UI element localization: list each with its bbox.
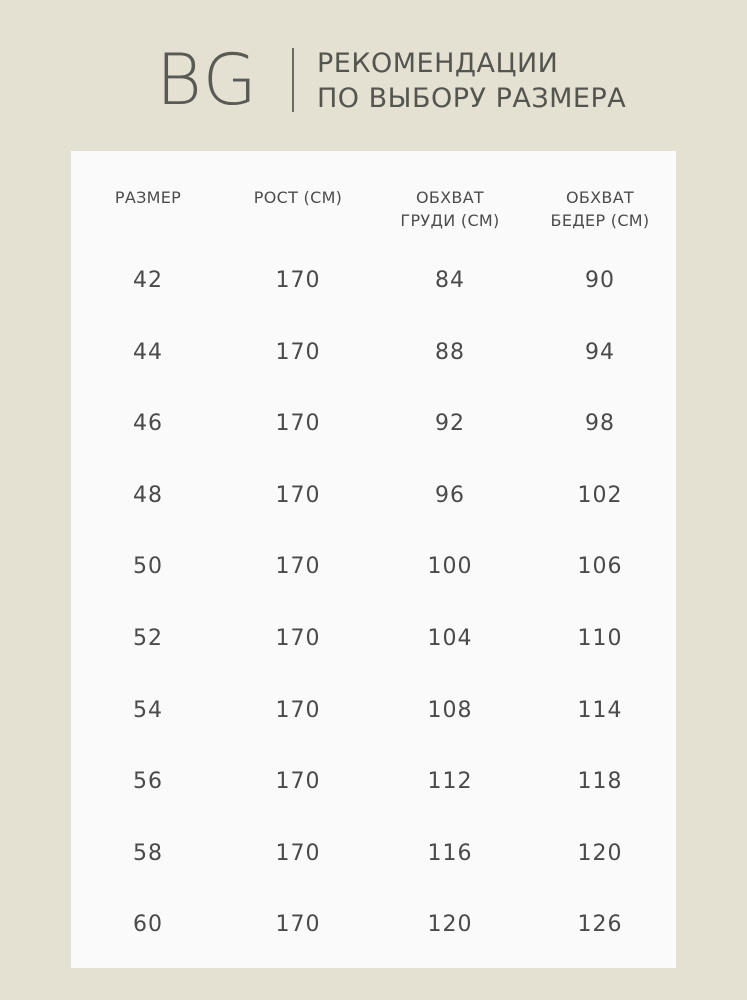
column-header-height-line1: РОСТ (СМ): [253, 188, 343, 207]
brand-logo: BG: [156, 39, 259, 121]
table-cell-height: 170: [275, 841, 321, 866]
table-cell-hips: 106: [577, 554, 623, 579]
table-cell-chest: 112: [427, 769, 473, 794]
table-cell-height: 170: [275, 554, 321, 579]
table-cell-height: 170: [275, 340, 321, 365]
table-cell-height: 170: [275, 268, 321, 293]
table-cell-height: 170: [275, 912, 321, 937]
title-line-1: РЕКОМЕНДАЦИИ: [317, 48, 559, 79]
table-cell-size: 52: [133, 626, 163, 651]
table-cell-height: 170: [275, 483, 321, 508]
table-cell-hips: 114: [577, 698, 623, 723]
table-cell-size: 58: [133, 841, 163, 866]
table-cell-size: 44: [133, 340, 163, 365]
table-cell-size: 46: [133, 411, 163, 436]
column-header-hips-line2: БЕДЕР (СМ): [550, 211, 650, 230]
column-header-chest-line2: ГРУДИ (СМ): [400, 211, 500, 230]
table-cell-size: 54: [133, 698, 163, 723]
column-header-hips: [535, 186, 665, 232]
table-cell-hips: 118: [577, 769, 623, 794]
table-cell-chest: 92: [435, 411, 465, 436]
column-header-chest: [385, 186, 515, 232]
table-cell-chest: 84: [435, 268, 465, 293]
column-header-size-line1: РАЗМЕР: [114, 188, 182, 207]
header-divider: [292, 48, 294, 112]
column-header-chest-line1: ОБХВАТ: [415, 188, 485, 207]
table-cell-size: 48: [133, 483, 163, 508]
page-title: [317, 46, 626, 116]
table-cell-size: 42: [133, 268, 163, 293]
table-cell-chest: 108: [427, 698, 473, 723]
table-cell-hips: 90: [585, 268, 615, 293]
table-cell-hips: 98: [585, 411, 615, 436]
table-cell-height: 170: [275, 769, 321, 794]
table-cell-hips: 126: [577, 912, 623, 937]
table-cell-height: 170: [275, 626, 321, 651]
column-header-hips-line1: ОБХВАТ: [565, 188, 635, 207]
table-cell-hips: 94: [585, 340, 615, 365]
table-cell-chest: 120: [427, 912, 473, 937]
table-cell-size: 60: [133, 912, 163, 937]
table-cell-height: 170: [275, 411, 321, 436]
table-cell-hips: 110: [577, 626, 623, 651]
table-cell-size: 56: [133, 769, 163, 794]
title-line-2: ПО ВЫБОРУ РАЗМЕРА: [317, 83, 627, 114]
table-cell-chest: 116: [427, 841, 473, 866]
column-header-height: [233, 186, 363, 209]
page-header: [0, 40, 747, 120]
table-cell-chest: 96: [435, 483, 465, 508]
table-cell-size: 50: [133, 554, 163, 579]
column-header-size: [83, 186, 213, 209]
table-cell-chest: 88: [435, 340, 465, 365]
size-table: [71, 151, 676, 968]
table-cell-height: 170: [275, 698, 321, 723]
table-cell-hips: 120: [577, 841, 623, 866]
table-cell-hips: 102: [577, 483, 623, 508]
table-cell-chest: 100: [427, 554, 473, 579]
table-cell-chest: 104: [427, 626, 473, 651]
